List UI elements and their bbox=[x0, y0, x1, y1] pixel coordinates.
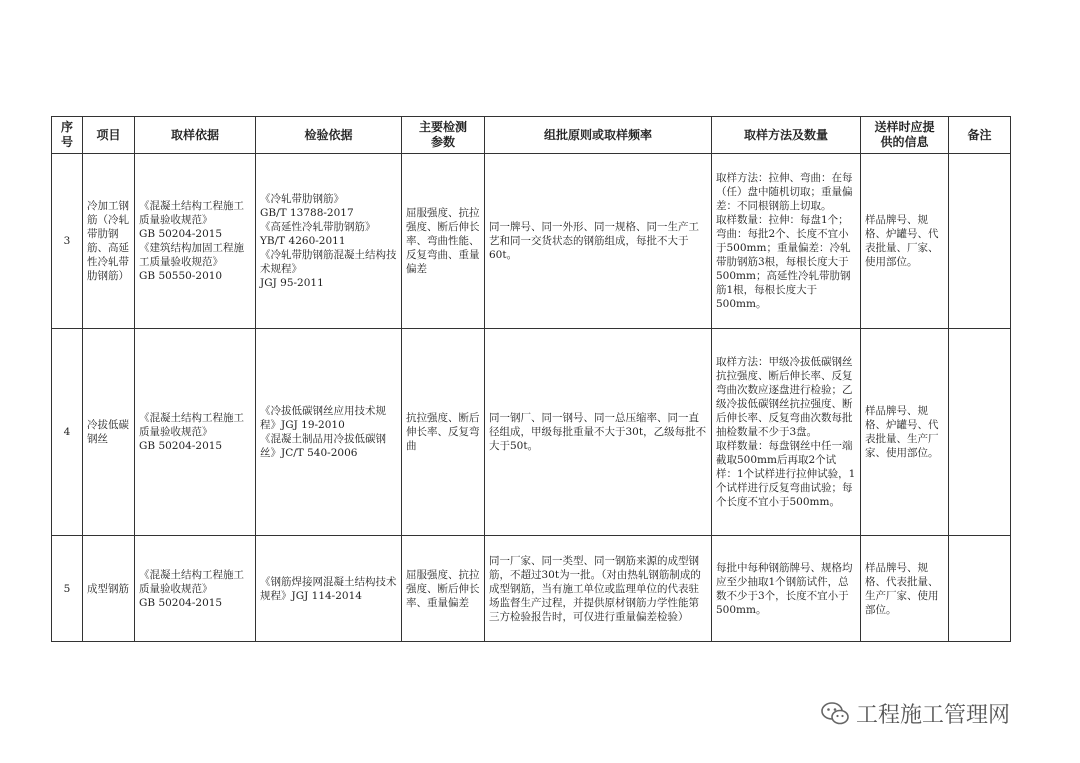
cell-test-basis: 《钢筋焊接网混凝土结构技术规程》JGJ 114-2014 bbox=[256, 536, 402, 642]
header-method: 取样方法及数量 bbox=[712, 117, 861, 154]
header-params: 主要检测 参数 bbox=[402, 117, 485, 154]
header-no: 序号 bbox=[52, 117, 83, 154]
cell-info: 样品牌号、规格、炉罐号、代表批量、厂家、使用部位。 bbox=[861, 154, 949, 329]
cell-params: 抗拉强度、断后伸长率、反复弯曲 bbox=[402, 329, 485, 536]
cell-info: 样品牌号、规格、炉罐号、代表批量、生产厂家、使用部位。 bbox=[861, 329, 949, 536]
cell-method: 每批中每种钢筋牌号、规格均应至少抽取1个钢筋试件，总数不少于3个，长度不宜小于500mm。 bbox=[712, 536, 861, 642]
header-test-basis: 检验依据 bbox=[256, 117, 402, 154]
cell-batch: 同一厂家、同一类型、同一钢筋来源的成型钢筋，不超过30t为一批。（对由热轧钢筋制成的成型钢筋，当有施工单位或监理单位的代表驻场监督生产过程，并提供原材钢筋力学性能第三方检验报告时，可仅进行重量偏差检验） bbox=[485, 536, 712, 642]
cell-info: 样品牌号、规格、代表批量、生产厂家、使用部位。 bbox=[861, 536, 949, 642]
cell-batch: 同一钢厂、同一钢号、同一总压缩率、同一直径组成，甲级每批重量不大于30t，乙级每批不大于50t。 bbox=[485, 329, 712, 536]
cell-sampling-basis: 《混凝土结构工程施工质量验收规范》 GB 50204-2015 《建筑结构加固工程施工质量验收规范》 GB 50550-2010 bbox=[135, 154, 256, 329]
watermark-text: 工程施工管理网 bbox=[856, 703, 1011, 728]
watermark bbox=[820, 698, 1010, 729]
table-row bbox=[52, 154, 1011, 329]
header-item: 项目 bbox=[83, 117, 135, 154]
header-row bbox=[52, 117, 1011, 154]
cell-batch: 同一牌号、同一外形、同一规格、同一生产工艺和同一交货状态的钢筋组成，每批不大于60t。 bbox=[485, 154, 712, 329]
cell-sampling-basis: 《混凝土结构工程施工质量验收规范》 GB 50204-2015 bbox=[135, 329, 256, 536]
cell-params: 屈服强度、抗拉强度、断后伸长率、弯曲性能、反复弯曲、重量偏差 bbox=[402, 154, 485, 329]
cell-method: 取样方法：甲级冷拔低碳钢丝抗拉强度、断后伸长率、反复弯曲次数应逐盘进行检验；乙级冷拔低碳钢丝抗拉强度、断后伸长率、反复弯曲次数每批抽检数量不少于3盘。 取样数量：每盘钢丝中任一端截取500mm后再取2个试样：1个试样进行拉伸试验，1个试样进行反复弯曲试验；每个长度不宜小于500mm。 bbox=[712, 329, 861, 536]
cell-params: 屈服强度、抗拉强度、断后伸长率、重量偏差 bbox=[402, 536, 485, 642]
table-row bbox=[52, 536, 1011, 642]
cell-no: 4 bbox=[52, 329, 83, 536]
cell-item: 冷加工钢筋（冷轧带肋钢筋、高延性冷轧带肋钢筋） bbox=[83, 154, 135, 329]
cell-item: 冷拔低碳钢丝 bbox=[83, 329, 135, 536]
table-row bbox=[52, 329, 1011, 536]
cell-sampling-basis: 《混凝土结构工程施工质量验收规范》 GB 50204-2015 bbox=[135, 536, 256, 642]
wechat-icon bbox=[820, 701, 850, 727]
cell-test-basis: 《冷拔低碳钢丝应用技术规程》JGJ 19-2010 《混凝土制品用冷拔低碳钢丝》JC/T 540-2006 bbox=[256, 329, 402, 536]
header-info: 送样时应提 供的信息 bbox=[861, 117, 949, 154]
cell-remark bbox=[949, 329, 1011, 536]
sampling-table bbox=[51, 116, 1011, 642]
cell-no: 3 bbox=[52, 154, 83, 329]
cell-no: 5 bbox=[52, 536, 83, 642]
header-remark: 备注 bbox=[949, 117, 1011, 154]
cell-method: 取样方法：拉伸、弯曲：在每（任）盘中随机切取；重量偏差：不同根钢筋上切取。 取样数量：拉伸：每盘1个；弯曲：每批2个、长度不宜小于500mm；重量偏差：冷轧带肋钢筋3根，每根长度大于500mm；高延性冷轧带肋钢筋1根，每根长度大于500mm。 bbox=[712, 154, 861, 329]
cell-test-basis: 《冷轧带肋钢筋》 GB/T 13788-2017 《高延性冷轧带肋钢筋》 YB/T 4260-2011 《冷轧带肋钢筋混凝土结构技术规程》 JGJ 95-2011 bbox=[256, 154, 402, 329]
cell-remark bbox=[949, 536, 1011, 642]
cell-remark bbox=[949, 154, 1011, 329]
header-batch: 组批原则或取样频率 bbox=[485, 117, 712, 154]
cell-item: 成型钢筋 bbox=[83, 536, 135, 642]
header-sampling-basis: 取样依据 bbox=[135, 117, 256, 154]
